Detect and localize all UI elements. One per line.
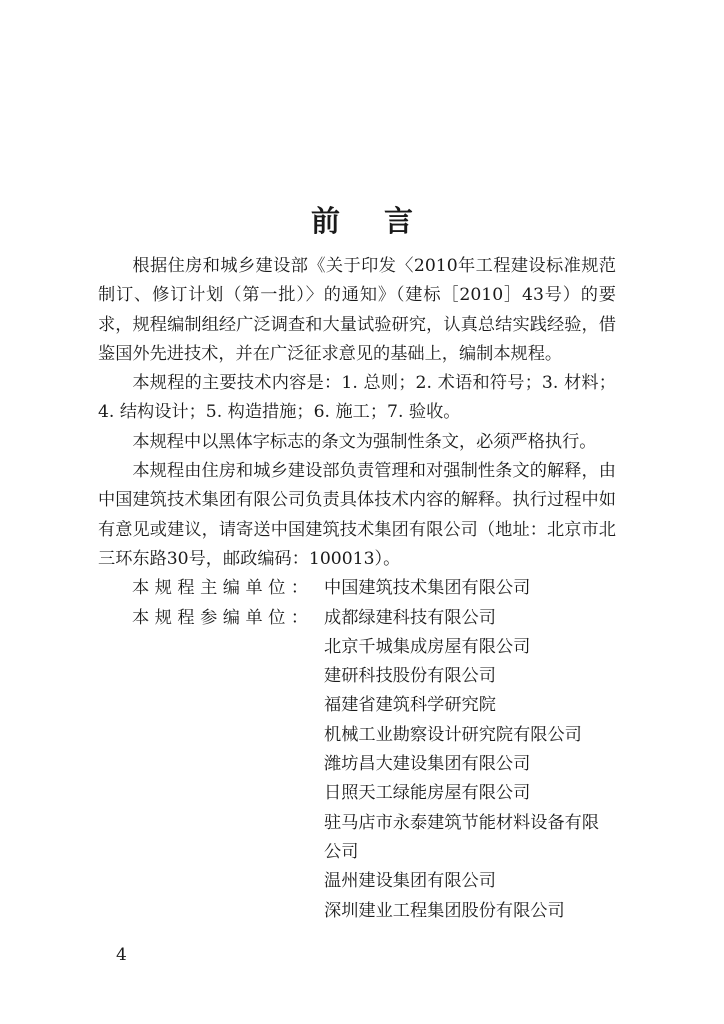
page-number: 4: [116, 945, 127, 965]
paragraph-management: 本规程由住房和城乡建设部负责管理和对强制性条文的解释，由中国建筑技术集团有限公司负责具体技术内容的解释。执行过程中如有意见或建议，请寄送中国建筑技术集团有限公司（地址：北京市北三环东路30号，邮政编码：100013）。: [98, 461, 616, 569]
list-item: 驻马店市永泰建筑节能材料设备有限公司: [324, 812, 600, 862]
list-item: 机械工业勘察设计研究院有限公司: [324, 724, 582, 745]
list-item: 北京千城集成房屋有限公司: [324, 636, 531, 657]
chief-editor-label: 本规程主编单位：: [132, 578, 314, 599]
paragraph-contents: 本规程的主要技术内容是：1. 总则；2. 术语和符号；3. 材料；4. 结构设计；5. 构造措施；6. 施工；7. 验收。: [98, 373, 616, 423]
page-title: 前言: [310, 204, 457, 239]
chief-editor-row: [98, 574, 616, 603]
participating-editors-label: 本规程参编单位：: [132, 607, 314, 628]
list-item: 温州建设集团有限公司: [324, 871, 496, 892]
list-item: 日照天工绿能房屋有限公司: [324, 783, 531, 804]
paragraph-mandatory: 本规程中以黑体字标志的条文为强制性条文，必须严格执行。: [132, 431, 597, 452]
paragraph-basis: 根据住房和城乡建设部《关于印发〈2010年工程建设标准规范制订、修订计划（第一批）〉的通知》（建标［2010］43号）的要求，规程编制组经广泛调查和大量试验研究，认真总结实践经验，借鉴国外先进技术，并在广泛征求意见的基础上，编制本规程。: [98, 256, 616, 364]
list-item: 中国建筑技术集团有限公司: [324, 578, 531, 599]
list-item: 成都绿建科技有限公司: [324, 607, 496, 628]
list-item: 深圳建业工程集团股份有限公司: [324, 900, 565, 921]
list-item: 福建省建筑科学研究院: [324, 695, 496, 716]
participating-editors-list: [324, 604, 616, 926]
participating-editors-row: [98, 604, 616, 926]
chief-editor-list: [324, 574, 616, 603]
list-item: 潍坊昌大建设集团有限公司: [324, 754, 531, 775]
preface-body: [98, 252, 616, 926]
list-item: 建研科技股份有限公司: [324, 666, 496, 687]
